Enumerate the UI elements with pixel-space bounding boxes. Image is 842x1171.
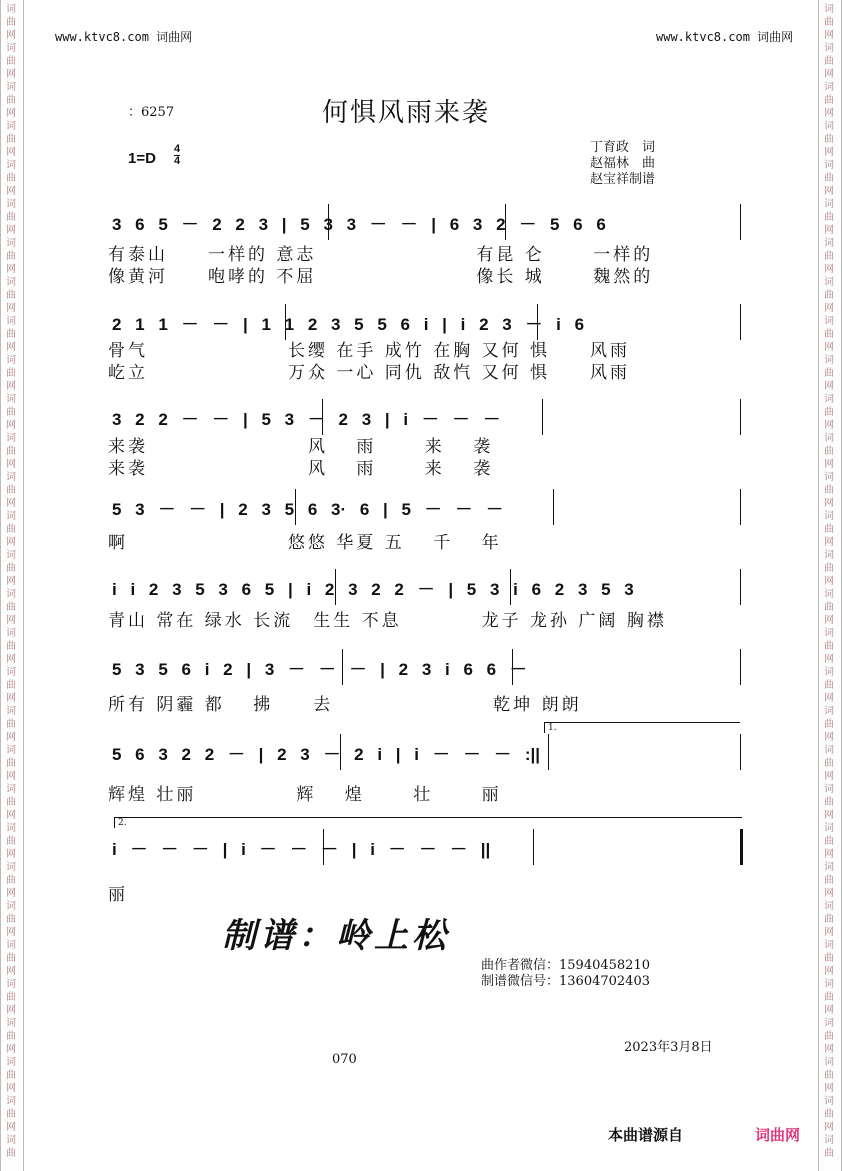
watermark-glyph: 网 [824,1122,834,1133]
watermark-glyph: 网 [824,732,834,743]
lyric-line: 青山 常在 绿水 长流 生生 不息 龙子 龙孙 广阔 胸襟 [108,611,667,631]
watermark-glyph: 词 [824,1135,834,1146]
watermark-glyph: 网 [824,888,834,899]
watermark-glyph: 词 [824,472,834,483]
watermark-glyph: 词 [6,940,16,951]
watermark-glyph: 词 [6,1018,16,1029]
watermark-glyph: 网 [824,576,834,587]
watermark-glyph: 网 [824,147,834,158]
watermark-glyph: 词 [6,394,16,405]
watermark-glyph: 词 [824,550,834,561]
watermark-glyph: 网 [6,576,16,587]
barline [740,829,743,865]
barline [533,829,534,865]
watermark-glyph: 网 [824,30,834,41]
watermark-glyph: 词 [824,1057,834,1068]
watermark-glyph: 词 [824,355,834,366]
barline [295,489,296,525]
watermark-glyph: 网 [6,225,16,236]
watermark-glyph: 网 [824,654,834,665]
watermark-glyph: 词 [824,394,834,405]
watermark-glyph: 网 [824,69,834,80]
right-watermark-strip [818,0,842,1171]
barline [108,649,109,685]
watermark-glyph: 曲 [6,95,16,106]
left-watermark-strip [0,0,24,1171]
watermark-glyph: 词 [824,160,834,171]
watermark-glyph: 曲 [6,914,16,925]
lyric-line: 骨气 长缨 在手 成竹 在胸 又何 惧 风雨 [108,341,631,361]
watermark-glyph: 曲 [824,836,834,847]
barline [505,204,506,240]
watermark-glyph: 词 [824,745,834,756]
watermark-glyph: 词 [6,589,16,600]
watermark-glyph: 曲 [6,17,16,28]
composer-credit: 赵福林 曲 [590,156,656,171]
watermark-glyph: 曲 [824,797,834,808]
watermark-glyph: 网 [824,225,834,236]
watermark-glyph: 网 [6,732,16,743]
watermark-glyph: 曲 [824,953,834,964]
watermark-glyph: 词 [824,199,834,210]
barline [740,399,741,435]
watermark-glyph: 词 [6,979,16,990]
watermark-glyph: 词 [6,901,16,912]
watermark-glyph: 网 [6,342,16,353]
watermark-glyph: 网 [6,1122,16,1133]
key-signature: 1=D [128,150,156,167]
lyric-line: 来袭 风 雨 来 袭 [108,437,494,457]
watermark-glyph: 词 [824,589,834,600]
watermark-glyph: 网 [6,1083,16,1094]
watermark-glyph: 词 [824,823,834,834]
notation-line: 2 1 1 － － | 1 1 2 3 5 5 6 i | i 2 3 － i 6 [112,315,585,334]
lyric-line: 辉煌 壮丽 辉 煌 壮 丽 [108,785,502,805]
watermark-glyph: 曲 [6,1109,16,1120]
watermark-glyph: 网 [6,927,16,938]
watermark-glyph: 曲 [6,992,16,1003]
watermark-glyph: 词 [6,511,16,522]
lyric-line: 屹立 万众 一心 同仇 敌忾 又何 惧 风雨 [108,363,631,383]
watermark-glyph: 网 [824,264,834,275]
watermark-glyph: 曲 [6,641,16,652]
watermark-glyph: 网 [6,966,16,977]
watermark-glyph: 曲 [6,875,16,886]
watermark-glyph: 网 [824,108,834,119]
header-site-right[interactable]: www.ktvc8.com 词曲网 [656,30,794,44]
watermark-glyph: 词 [824,628,834,639]
watermark-glyph: 网 [6,615,16,626]
watermark-glyph: 词 [6,1135,16,1146]
watermark-glyph: 词 [824,4,834,15]
lyric-line: 所有 阴霾 都 拂 去 乾坤 朗朗 [108,695,582,715]
barline [108,734,109,770]
watermark-glyph: 网 [6,264,16,275]
watermark-glyph: 曲 [824,407,834,418]
watermark-glyph: 曲 [824,368,834,379]
watermark-glyph: 网 [6,186,16,197]
barline [740,204,741,240]
contact-info [481,958,650,990]
watermark-glyph: 曲 [824,563,834,574]
watermark-glyph: 曲 [824,446,834,457]
watermark-glyph: 网 [6,771,16,782]
watermark-glyph: 曲 [6,563,16,574]
notation-line: i － － － | i － － － | i － － － || [112,840,491,859]
credits [590,140,655,188]
watermark-glyph: 词 [6,199,16,210]
barline [740,569,741,605]
watermark-glyph: 网 [6,69,16,80]
barline [108,569,109,605]
watermark-glyph: 曲 [824,485,834,496]
watermark-glyph: 词 [6,160,16,171]
watermark-glyph: 曲 [824,329,834,340]
watermark-glyph: 词 [6,628,16,639]
watermark-glyph: 词 [824,940,834,951]
watermark-glyph: 曲 [6,368,16,379]
watermark-glyph: 词 [824,121,834,132]
barline [323,829,324,865]
barline [285,304,286,340]
watermark-glyph: 词 [6,277,16,288]
notation-line: 3 6 5 － 2 2 3 | 5 3 3 － － | 6 3 2 － 5 6 6 [112,215,606,234]
watermark-glyph: 词 [6,823,16,834]
watermark-glyph: 词 [6,862,16,873]
watermark-glyph: 词 [824,316,834,327]
watermark-glyph: 网 [824,849,834,860]
watermark-glyph: 曲 [824,1148,834,1159]
notation-line: 5 6 3 2 2 － | 2 3 － 2 i | i － － － :|| [112,745,541,764]
watermark-glyph: 词 [6,1096,16,1107]
watermark-glyph: 曲 [824,524,834,535]
watermark-glyph: 词 [6,355,16,366]
barline [328,204,329,240]
watermark-glyph: 曲 [6,329,16,340]
lyric-line: 啊 悠悠 华夏 五 千 年 [108,533,502,553]
watermark-glyph: 词 [824,1096,834,1107]
watermark-glyph: 曲 [824,758,834,769]
watermark-glyph: 网 [824,303,834,314]
watermark-glyph: 曲 [6,56,16,67]
watermark-glyph: 词 [824,1018,834,1029]
watermark-glyph: 网 [824,615,834,626]
watermark-glyph: 词 [6,43,16,54]
watermark-glyph: 曲 [824,173,834,184]
time-signature-bottom: 4 [174,155,181,167]
source-label: 本曲谱源自 [608,1126,684,1144]
watermark-glyph: 曲 [824,212,834,223]
watermark-glyph: 词 [824,784,834,795]
watermark-glyph: 词 [6,316,16,327]
barline [740,734,741,770]
watermark-glyph: 网 [824,420,834,431]
barline [342,649,343,685]
watermark-glyph: 曲 [824,1070,834,1081]
lyric-line: 有泰山 一样的 意志 有昆 仑 一样的 [108,245,654,265]
watermark-glyph: 词 [824,511,834,522]
watermark-glyph: 词 [6,667,16,678]
watermark-glyph: 曲 [6,290,16,301]
watermark-glyph: 曲 [824,56,834,67]
watermark-glyph: 曲 [6,407,16,418]
watermark-glyph: 网 [824,186,834,197]
barline [740,304,741,340]
watermark-glyph: 曲 [6,758,16,769]
barline [740,489,741,525]
watermark-glyph: 词 [6,433,16,444]
watermark-glyph: 曲 [824,641,834,652]
watermark-glyph: 曲 [824,719,834,730]
watermark-glyph: 网 [6,30,16,41]
barline [108,489,109,525]
watermark-glyph: 曲 [6,251,16,262]
watermark-glyph: 网 [824,1083,834,1094]
arranger-wechat: 制谱微信号：13604702403 [481,974,650,989]
watermark-glyph: 词 [824,82,834,93]
watermark-glyph: 曲 [824,134,834,145]
barline [542,399,543,435]
watermark-glyph: 网 [6,654,16,665]
watermark-glyph: 网 [824,498,834,509]
watermark-glyph: 网 [824,810,834,821]
barline [340,734,341,770]
watermark-glyph: 网 [6,810,16,821]
watermark-glyph: 曲 [6,485,16,496]
watermark-glyph: 曲 [824,680,834,691]
page-number: 070 [332,1052,357,1067]
time-signature [174,144,180,167]
watermark-glyph: 词 [824,43,834,54]
watermark-glyph: 曲 [824,914,834,925]
watermark-glyph: 曲 [6,134,16,145]
watermark-glyph: 词 [824,862,834,873]
watermark-glyph: 网 [824,342,834,353]
watermark-glyph: 网 [6,849,16,860]
lyricist-credit: 丁育政 词 [590,140,656,155]
watermark-glyph: 词 [6,784,16,795]
watermark-glyph: 曲 [824,1031,834,1042]
barline [322,399,323,435]
watermark-glyph: 词 [6,1057,16,1068]
watermark-glyph: 网 [6,1005,16,1016]
watermark-glyph: 曲 [6,173,16,184]
watermark-glyph: 词 [6,121,16,132]
volta-bracket: 2. [114,817,742,828]
watermark-glyph: 网 [6,537,16,548]
catalog-number: ：6257 [128,105,175,120]
watermark-glyph: 词 [6,472,16,483]
watermark-glyph: 词 [824,277,834,288]
date: 2023年3月8日 [624,1040,713,1055]
watermark-glyph: 词 [824,706,834,717]
watermark-glyph: 网 [824,966,834,977]
lyric-line: 像黄河 咆哮的 不屈 像长 城 魏然的 [108,267,654,287]
watermark-glyph: 曲 [6,602,16,613]
header-site-left[interactable]: www.ktvc8.com 词曲网 [55,30,193,44]
notation-line: i i 2 3 5 3 6 5 | i 2 3 2 2 － | 5 3 i 6 2 3 5 3 [112,580,634,599]
barline [537,304,538,340]
watermark-glyph: 网 [6,303,16,314]
watermark-glyph: 网 [6,420,16,431]
barline [335,569,336,605]
barline [548,734,549,770]
watermark-glyph: 曲 [6,836,16,847]
watermark-glyph: 曲 [824,17,834,28]
watermark-glyph: 曲 [6,524,16,535]
watermark-glyph: 曲 [6,1070,16,1081]
source-brand[interactable]: 词曲网 [755,1126,801,1144]
watermark-glyph: 网 [6,108,16,119]
watermark-glyph: 曲 [6,797,16,808]
watermark-glyph: 词 [6,706,16,717]
barline [108,304,109,340]
watermark-glyph: 曲 [824,602,834,613]
watermark-glyph: 词 [6,238,16,249]
notation-line: 3 2 2 － － | 5 3 － 2 3 | i － － － [112,410,501,429]
watermark-glyph: 词 [824,238,834,249]
watermark-glyph: 网 [6,693,16,704]
watermark-glyph: 词 [824,901,834,912]
barline [108,829,109,865]
watermark-glyph: 词 [6,550,16,561]
watermark-glyph: 词 [6,745,16,756]
watermark-glyph: 词 [824,667,834,678]
watermark-glyph: 词 [824,433,834,444]
watermark-glyph: 曲 [824,290,834,301]
song-title: 何惧风雨来袭 [322,98,491,128]
watermark-glyph: 网 [824,537,834,548]
arranger-credit: 赵宝祥制谱 [590,172,656,187]
watermark-glyph: 网 [824,381,834,392]
barline [510,569,511,605]
watermark-glyph: 网 [6,459,16,470]
watermark-glyph: 网 [824,771,834,782]
watermark-glyph: 网 [824,459,834,470]
notation-line: 5 3 － － | 2 3 5 6 3· 6 | 5 － － － [112,500,504,519]
watermark-glyph: 曲 [6,719,16,730]
watermark-glyph: 曲 [6,953,16,964]
watermark-glyph: 词 [824,979,834,990]
barline [108,399,109,435]
watermark-glyph: 曲 [824,1109,834,1120]
lyric-line: 来袭 风 雨 来 袭 [108,459,494,479]
barline [108,204,109,240]
arranger-signature: 制谱：岭上松 [222,916,450,956]
watermark-glyph: 网 [824,1005,834,1016]
composer-wechat: 曲作者微信：15940458210 [481,958,650,973]
barline [740,649,741,685]
watermark-glyph: 曲 [824,875,834,886]
watermark-glyph: 词 [6,82,16,93]
watermark-glyph: 网 [6,147,16,158]
watermark-glyph: 曲 [824,95,834,106]
barline [512,649,513,685]
watermark-glyph: 曲 [6,680,16,691]
time-signature-top: 4 [174,143,181,155]
watermark-glyph: 曲 [6,446,16,457]
barline [553,489,554,525]
watermark-glyph: 网 [824,693,834,704]
watermark-glyph: 曲 [6,212,16,223]
watermark-glyph: 网 [824,927,834,938]
watermark-glyph: 曲 [6,1031,16,1042]
watermark-glyph: 网 [6,381,16,392]
watermark-glyph: 网 [824,1044,834,1055]
watermark-glyph: 网 [6,1044,16,1055]
notation-line: 5 3 5 6 i 2 | 3 － － － | 2 3 i 6 6 － [112,660,527,679]
watermark-glyph: 网 [6,498,16,509]
watermark-glyph: 曲 [824,992,834,1003]
watermark-glyph: 词 [6,4,16,15]
watermark-glyph: 曲 [824,251,834,262]
watermark-glyph: 网 [6,888,16,899]
watermark-glyph: 曲 [6,1148,16,1159]
volta-bracket: 1. [544,722,740,733]
lyric-line: 丽 [108,885,128,905]
